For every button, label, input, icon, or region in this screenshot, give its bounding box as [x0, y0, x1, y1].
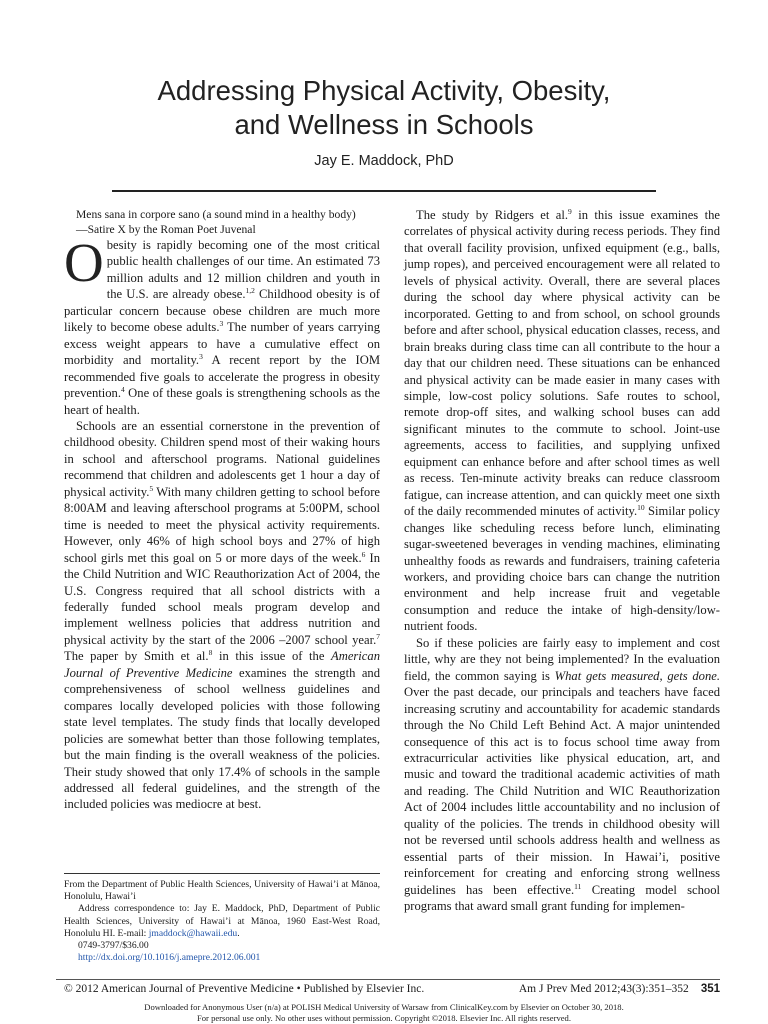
download-line-1: Downloaded for Anonymous User (n/a) at POLISH Medical University of Warsaw from ClinicalKey.com by Elsevier on October 30, 2018. — [144, 1002, 624, 1012]
citation-sup: 11 — [574, 881, 582, 891]
email-link[interactable]: jmaddock@hawaii.edu — [148, 927, 238, 939]
article-title — [0, 74, 768, 142]
citation-sup: 6 — [361, 549, 366, 559]
text-run: Childhood obesity is of particular concern because obese children are much more likely to become obese adults. — [64, 287, 380, 335]
text-run: examines the strength and comprehensiveness of school wellness guidelines and compares locally developed policies with those following state level templates. The study finds that locally developed policies are somewhat better than those following templates, but the main finding is the overall weakness of the policies. Their study showed that only 17.4% of schools in the sample addressed all federal guidelines, and the strength of the included policies was mediocre at best. — [64, 665, 381, 812]
footnotes — [64, 879, 380, 964]
left-paragraph-1 — [64, 232, 381, 418]
citation-sup: 9 — [568, 206, 572, 216]
right-paragraph-1 — [404, 207, 720, 635]
citation-sup: 3 — [199, 351, 203, 361]
journal-name: American Journal of Preventive Medicine — [64, 649, 380, 680]
text-run: A recent report by the IOM recommended five goals to accelerate the progress in obesity prevention. — [64, 353, 381, 401]
text-run: With many children getting to school before 8:00AM and leaving afterschool programs at 5:00PM, school time is needed to meet the physical activity requirements. However, only 46% of high school boys and 27% of high school girls met this goal on 5 or more days of the week. — [64, 484, 380, 565]
text-run: The study by Ridgers et al. — [416, 208, 569, 222]
text-run: Similar policy changes like scheduling recess before lunch, eliminating sugar-sweetened beverages in vending machines, eliminating unhealthy foods as rewards and fundraisers, training cafeteria workers, and providing choice bars can change the nutrition environment and help increase fruit and vegetable consumption and reduce the intake of high-density/low-nutrient foods. — [404, 504, 720, 634]
text-run: . — [237, 927, 240, 939]
left-column — [64, 207, 380, 813]
download-notice — [0, 1002, 768, 1023]
epigraph-quote: Mens sana in corpore sano (a sound mind in a healthy body) — [76, 208, 356, 221]
text-run: in this issue examines the correlates of physical activity during recess periods. They find that overall facility provision, unfixed equipment (e.g., balls, jump ropes), and perceived encouragement were all related to levels of physical activity. Overall, there are several places during the school day where physical activity can be incorporated. Getting to and from school, on school grounds before and after school, physical education classes, recess, and brain breaks during class time can all contribute to the hour a day that our children need. These situations can be enhanced and physical activity can be made easier in many cases with simple, low-cost policy solutions. Safe routes to school, remote drop-off sites, and walking school buses can add significant minutes to the commute to school. Joint-use agreements, access to facilities, and supplying unfixed equipment can enhance before and after school times as well as recess. Ten-minute activity breaks can reduce classroom fatigue, can increase attention, and can quickly meet one sixth of the daily recommended minutes of activity. — [404, 208, 720, 519]
saying-text: What gets measured, gets done. — [554, 668, 720, 683]
text-run: Creating model school programs that award small grant funding for implemen- — [404, 882, 721, 914]
download-line-2: For personal use only. No other uses without permission. Copyright ©2018. Elsevier Inc. All rights reserved. — [196, 1012, 572, 1023]
citation-sup: 7 — [376, 631, 380, 641]
text-run: The number of years carrying excess weight appears to have a cumulative effect on morbidity and mortality. — [64, 320, 380, 368]
title-rule — [112, 190, 656, 192]
citation-sup: 1,2 — [245, 286, 255, 296]
drop-cap: O — [64, 232, 104, 293]
footer-rule — [56, 979, 720, 980]
correspondence-note — [64, 903, 380, 940]
citation-sup: 4 — [121, 384, 125, 394]
left-paragraph-2 — [64, 418, 380, 813]
text-run: One of these goals is strengthening schools as the heart of health. — [64, 386, 380, 417]
citation-sup: 5 — [149, 483, 154, 493]
page-number: 351 — [700, 983, 720, 995]
text-run: in this issue of the — [212, 649, 332, 664]
right-column — [404, 207, 720, 914]
citation-text: Am J Prev Med 2012;43(3):351–352 — [518, 983, 689, 995]
right-paragraph-2 — [404, 635, 720, 915]
title-line-1: Addressing Physical Activity, Obesity, — [157, 75, 611, 106]
footer-copyright: © 2012 American Journal of Preventive Medicine • Published by Elsevier Inc. — [64, 983, 425, 995]
footnote-rule — [64, 873, 380, 874]
epigraph-attribution: —Satire X by the Roman Poet Juvenal — [76, 223, 256, 236]
footer-citation — [519, 983, 720, 995]
text-run: The paper by Smith et al. — [64, 649, 209, 664]
text-run: In the Child Nutrition and WIC Reauthorization Act of 2004, the U.S. Congress required that all school districts with a federally funded school meals program develop and implement wellness policies that address nutrition and physical activity by the start of the 2006 –2007 school year. — [64, 550, 380, 647]
text-run: besity is rapidly becoming one of the most critical public health challenges of our time. An estimated 73 million adults and 12 million children and youth in the U.S. are already obese. — [106, 238, 380, 302]
text-run: Over the past decade, our principals and teachers have faced increasing scrutiny and accountability for academic standards through the No Child Left Behind Act. A major unintended consequence of this act is to focus school time away from extracurricular activities like physical education, art, and music and toward the traditional academic activities of math and reading. The Child Nutrition and WIC Reauthorization Act of 2004 includes little accountability and no inclusion of quality of the policies. The trends in childhood obesity will not be reversed until schools address health and wellness as essential parts of their mission. In Hawai’i, positive reinforcement for creating and enforcing strong wellness guidelines has been effective. — [404, 685, 720, 897]
issn-code: 0749-3797/$36.00 — [78, 940, 149, 952]
affiliation-note: From the Department of Public Health Sciences, University of Hawai’i at Mānoa, Honolulu, Hawai’i — [64, 879, 380, 903]
citation-sup: 3 — [219, 319, 224, 329]
text-run: Schools are an essential cornerstone in the prevention of childhood obesity. Children spend most of their waking hours in school and afterschool programs. National guidelines recommend that children and adolescents get 1 hour a day of physical activity. — [64, 418, 380, 499]
author-name: Jay E. Maddock, PhD — [314, 153, 454, 169]
citation-sup: 8 — [208, 648, 213, 658]
citation-sup: 10 — [637, 502, 645, 512]
text-run: Address correspondence to: Jay E. Maddock, PhD, Department of Public Health Sciences, University of Hawai’i at Mānoa, 1960 East-West Road, Honolulu HI. E-mail: — [64, 903, 380, 939]
doi-link[interactable]: http://dx.doi.org/10.1016/j.amepre.2012.06.001 — [78, 952, 261, 964]
text-run: So if these policies are fairly easy to implement and cost little, why are they not being implemented? In the evaluation field, the common saying is — [404, 635, 720, 683]
title-line-2: and Wellness in Schools — [234, 109, 534, 140]
